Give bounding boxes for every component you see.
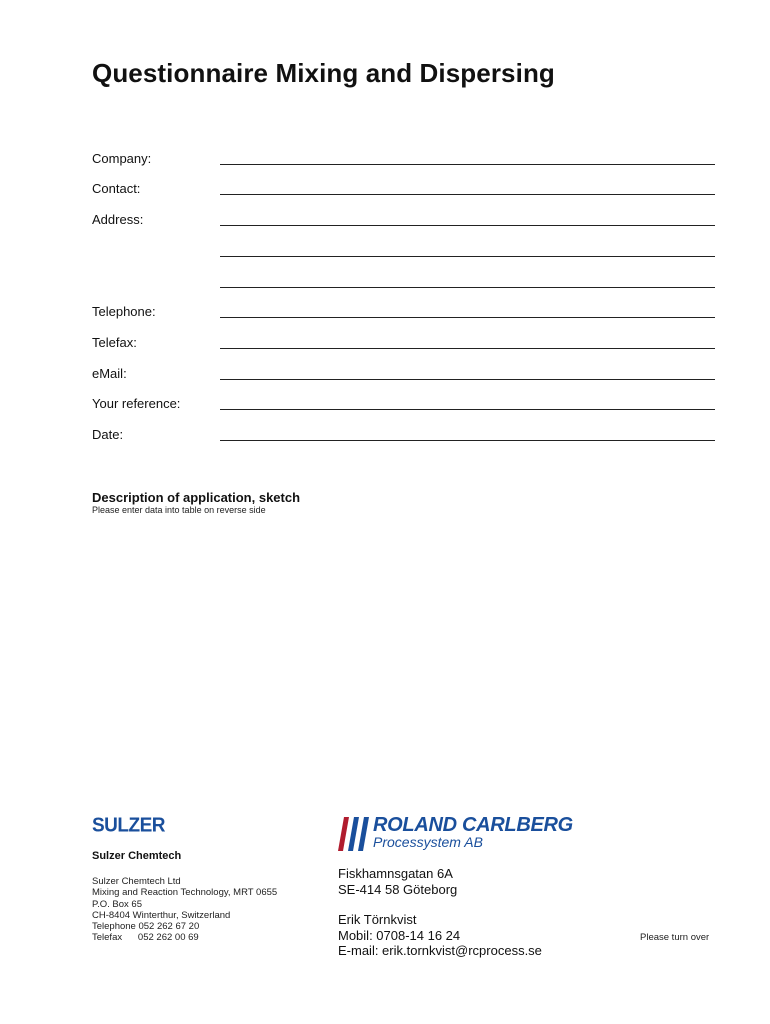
rc-contact-name: Erik Törnkvist (338, 912, 417, 927)
address-field[interactable] (92, 212, 715, 232)
roland-carlberg-contact (338, 912, 542, 959)
reference-field[interactable] (92, 396, 715, 416)
sulzer-address-line: P.O. Box 65 (92, 898, 142, 910)
email-label: eMail: (92, 366, 127, 381)
sulzer-address-line: Sulzer Chemtech Ltd (92, 876, 181, 887)
telefax-label: Telefax: (92, 335, 137, 350)
date-label: Date: (92, 427, 124, 442)
address-input-line-3[interactable] (220, 287, 715, 288)
telephone-input-line[interactable] (220, 317, 715, 318)
sulzer-address-line: CH-8404 Winterthur, Switzerland (92, 909, 231, 921)
address-input-line-2[interactable] (220, 256, 715, 257)
description-note: Please enter data into table on reverse side (92, 505, 266, 515)
sulzer-company-name: Sulzer Chemtech (92, 850, 182, 862)
address-field-line-3[interactable] (92, 274, 715, 294)
telephone-field[interactable] (92, 304, 715, 324)
roland-carlberg-stripes-icon (338, 817, 372, 851)
sulzer-address-line: Telefax 052 262 00 69 (92, 932, 199, 944)
roland-carlberg-name: ROLAND CARLBERG (373, 814, 573, 836)
company-label: Company: (92, 151, 152, 166)
roland-carlberg-logo (338, 814, 603, 854)
roland-carlberg-subtitle: Processystem AB (373, 834, 483, 850)
contact-field[interactable] (92, 181, 715, 201)
address-input-line-1[interactable] (220, 225, 715, 226)
page-title: Questionnaire Mixing and Dispersing (92, 58, 555, 88)
description-heading: Description of application, sketch (92, 490, 301, 505)
telefax-input-line[interactable] (220, 348, 715, 349)
company-input-line[interactable] (220, 164, 715, 165)
sulzer-address-line: Mixing and Reaction Technology, MRT 0655 (92, 887, 278, 899)
email-input-line[interactable] (220, 379, 715, 380)
sulzer-address-line: Telephone 052 262 67 20 (92, 921, 200, 933)
reference-label: Your reference: (92, 396, 181, 411)
roland-carlberg-address (338, 866, 457, 897)
rc-contact-mobile: Mobil: 0708-14 16 24 (338, 927, 461, 943)
rc-address-line: SE-414 58 Göteborg (338, 881, 458, 897)
rc-address-line: Fiskhamnsgatan 6A (338, 866, 453, 881)
date-input-line[interactable] (220, 440, 715, 441)
sulzer-logo: SULZER (92, 814, 165, 837)
sulzer-address-block (92, 876, 277, 944)
telefax-field[interactable] (92, 335, 715, 355)
company-field[interactable] (92, 151, 715, 171)
address-label: Address: (92, 212, 144, 227)
email-field[interactable] (92, 366, 715, 386)
contact-label: Contact: (92, 181, 141, 196)
rc-contact-email[interactable]: E-mail: erik.tornkvist@rcprocess.se (338, 943, 542, 958)
telephone-label: Telephone: (92, 304, 156, 319)
reference-input-line[interactable] (220, 409, 715, 410)
turn-over-note: Please turn over (640, 932, 710, 943)
contact-input-line[interactable] (220, 194, 715, 195)
address-field-line-2[interactable] (92, 243, 715, 263)
date-field[interactable] (92, 427, 715, 447)
